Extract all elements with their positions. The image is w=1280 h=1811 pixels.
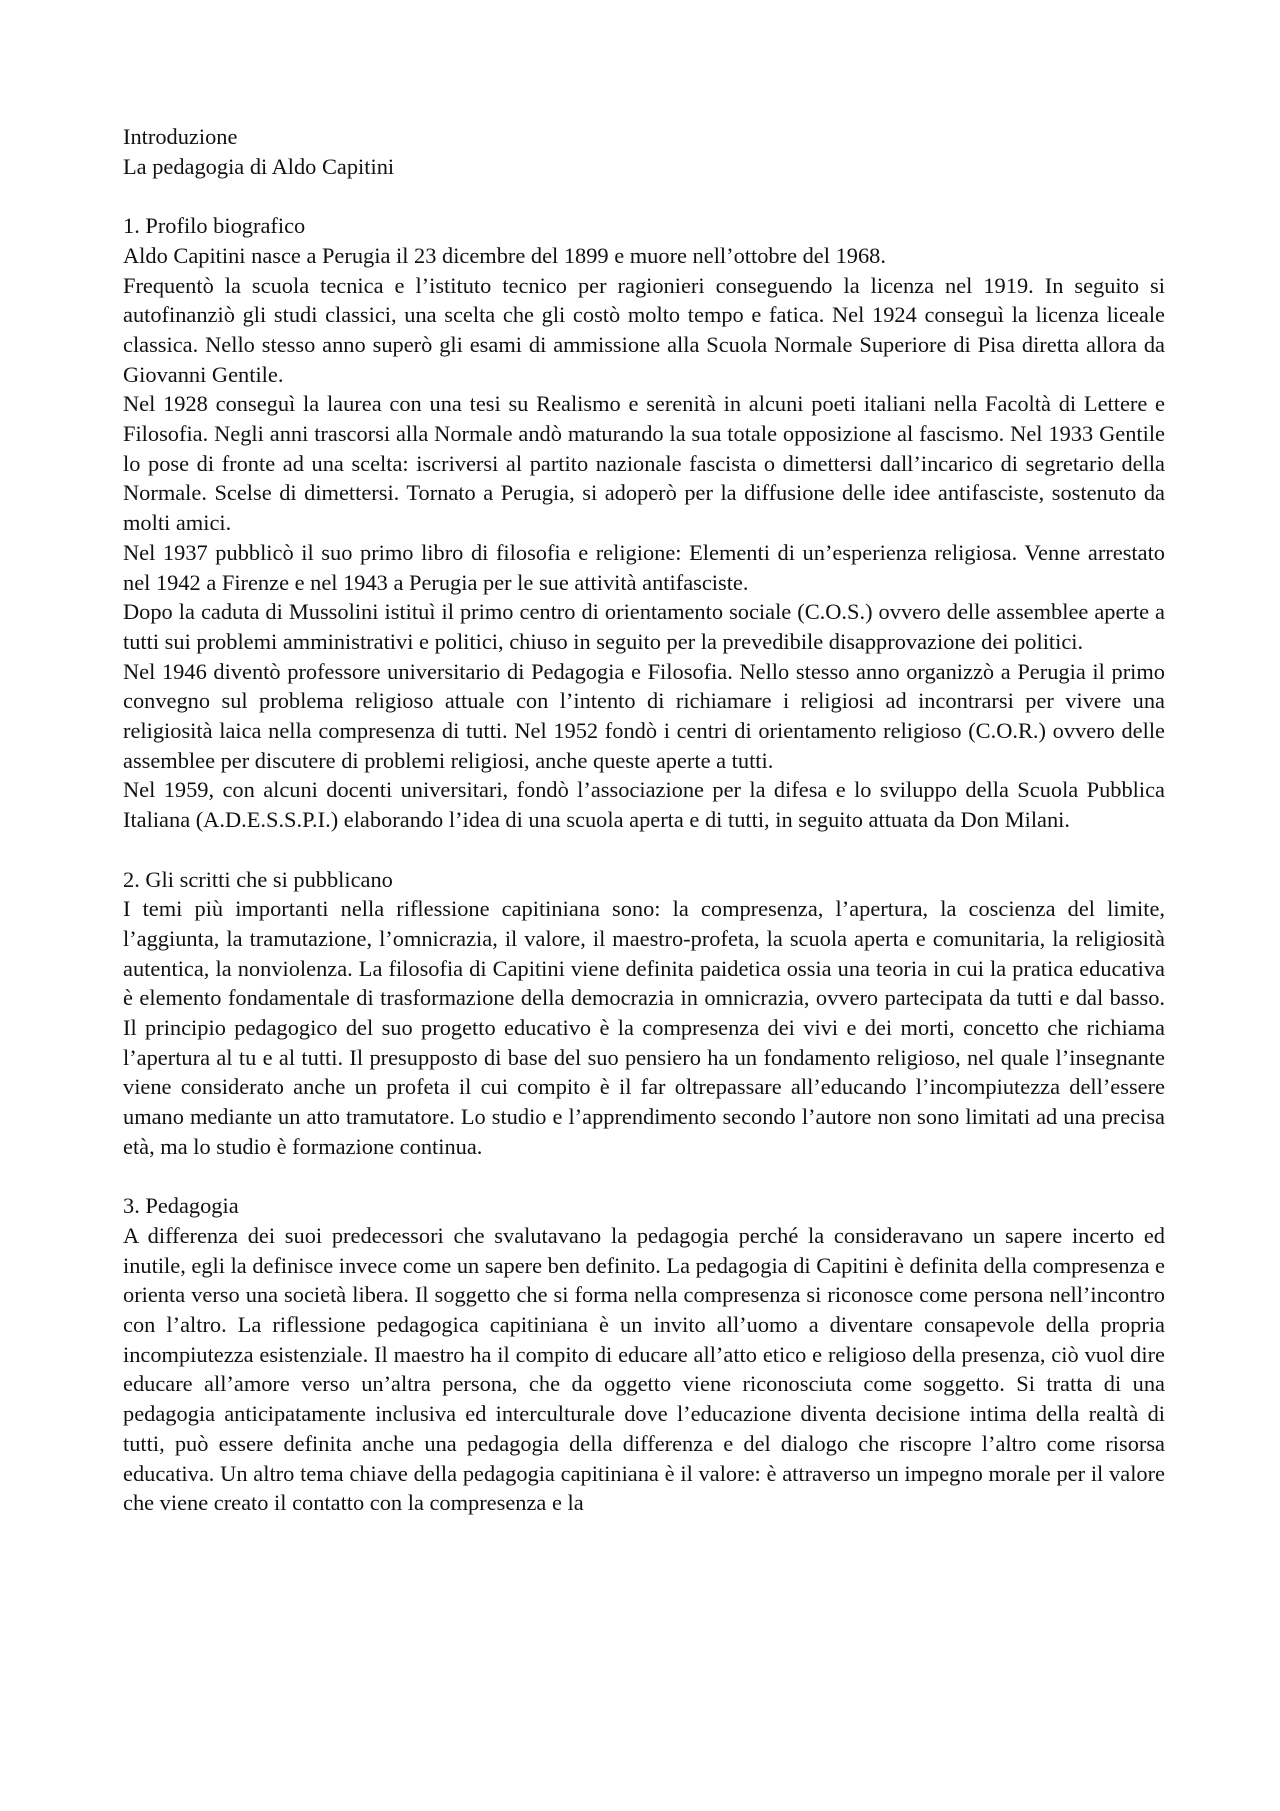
paragraph: Nel 1959, con alcuni docenti universitari, fondò l’associazione per la difesa e lo sviluppo della Scuola Pubblica Italiana (A.D.E.S.S.P.I.) elaborando l’idea di una scuola aperta e di tutti, in seguito attuata da Don Milani. xyxy=(123,777,1165,833)
spacer xyxy=(123,181,1165,211)
paragraph: I temi più importanti nella riflessione capitiniana sono: la compresenza, l’apertura, la coscienza del limite, l’aggiunta, la tramutazione, l’omnicrazia, il valore, il maestro-profeta, la scuola aperta e comunitaria, la religiosità autentica, la nonviolenza. La filosofia di Capitini viene definita paidetica ossia una teoria in cui la pratica educativa è elemento fondamentale di trasformazione della democrazia in omnicrazia, ovvero partecipata da tutti e dal basso. Il principio pedagogico del suo progetto educativo è la compresenza dei vivi e dei morti, concetto che richiama l’apertura al tu e al tutti. Il presupposto di base del suo pensiero ha un fondamento religioso, nel quale l’insegnante viene considerato anche un profeta il cui compito è il far oltrepassare all’educando l’incompiutezza dell’essere umano mediante un atto tramutatore. Lo studio e l’apprendimento secondo l’autore non sono limitati ad una precisa età, ma lo studio è formazione continua. xyxy=(123,896,1165,1159)
section-profilo-biografico xyxy=(123,211,1165,835)
section-heading: 3. Pedagogia xyxy=(123,1193,239,1219)
paragraph: Nel 1946 diventò professore universitario di Pedagogia e Filosofia. Nello stesso anno organizzò a Perugia il primo convegno sul problema religioso attuale con l’intento di richiamare i religiosi ad incontrarsi per vivere una religiosità laica nella compresenza di tutti. Nel 1952 fondò i centri di orientamento religioso (C.O.R.) ovvero delle assemblee per discutere di problemi religiosi, anche queste aperte a tutti. xyxy=(123,658,1165,773)
section-scritti xyxy=(123,865,1165,1162)
section-heading: 2. Gli scritti che si pubblicano xyxy=(123,866,393,892)
document-page xyxy=(123,122,1165,1518)
document-title: Introduzione xyxy=(123,124,238,149)
spacer xyxy=(123,1162,1165,1192)
paragraph: A differenza dei suoi predecessori che svalutavano la pedagogia perché la consideravano un sapere incerto ed inutile, egli la definisce invece come un sapere ben definito. La pedagogia di Capitini è definita della compresenza e orienta verso una società libera. Il soggetto che si forma nella compresenza si riconosce come persona nell’incontro con l’altro. La riflessione pedagogica capitiniana è un invito all’uomo a diventare consapevole della propria incompiutezza esistenziale. Il maestro ha il compito di educare all’atto etico e religioso della presenza, ciò vuol dire educare all’amore verso un’altra persona, che da oggetto viene riconosciuta come soggetto. Si tratta di una pedagogia anticipatamente inclusiva ed interculturale dove l’educazione diventa decisione intima della realtà di tutti, può essere definita anche una pedagogia della differenza e del dialogo che riscopre l’altro come risorsa educativa. Un altro tema chiave della pedagogia capitiniana è il valore: è attraverso un impegno morale per il valore che viene creato il contatto con la compresenza e la xyxy=(123,1222,1165,1516)
paragraph: Nel 1928 conseguì la laurea con una tesi su Realismo e serenità in alcuni poeti italiani nella Facoltà di Lettere e Filosofia. Negli anni trascorsi alla Normale andò maturando la sua totale opposizione al fascismo. Nel 1933 Gentile lo pose di fronte ad una scelta: iscriversi al partito nazionale fascista o dimettersi dall’incarico di segretario della Normale. Scelse di dimettersi. Tornato a Perugia, si adoperò per la diffusione delle idee antifasciste, sostenuto da molti amici. xyxy=(123,391,1165,536)
paragraph: Nel 1937 pubblicò il suo primo libro di filosofia e religione: Elementi di un’esperienza religiosa. Venne arrestato nel 1942 a Firenze e nel 1943 a Perugia per le sue attività antifasciste. xyxy=(123,539,1165,595)
section-heading: 1. Profilo biografico xyxy=(123,213,306,239)
document-subtitle: La pedagogia di Aldo Capitini xyxy=(123,153,395,179)
paragraph: Aldo Capitini nasce a Perugia il 23 dicembre del 1899 e muore nell’ottobre del 1968. xyxy=(123,242,886,268)
section-pedagogia xyxy=(123,1191,1165,1518)
spacer xyxy=(123,835,1165,865)
paragraph: Frequentò la scuola tecnica e l’istituto tecnico per ragionieri conseguendo la licenza nel 1919. In seguito si autofinanziò gli studi classici, una scelta che gli costò molto tempo e fatica. Nel 1924 conseguì la licenza liceale classica. Nello stesso anno superò gli esami di ammissione alla Scuola Normale Superiore di Pisa diretta allora da Giovanni Gentile. xyxy=(123,272,1165,387)
paragraph: Dopo la caduta di Mussolini istituì il primo centro di orientamento sociale (C.O.S.) ovvero delle assemblee aperte a tutti sui problemi amministrativi e politici, chiuso in seguito per la prevedibile disapprovazione dei politici. xyxy=(123,599,1165,654)
